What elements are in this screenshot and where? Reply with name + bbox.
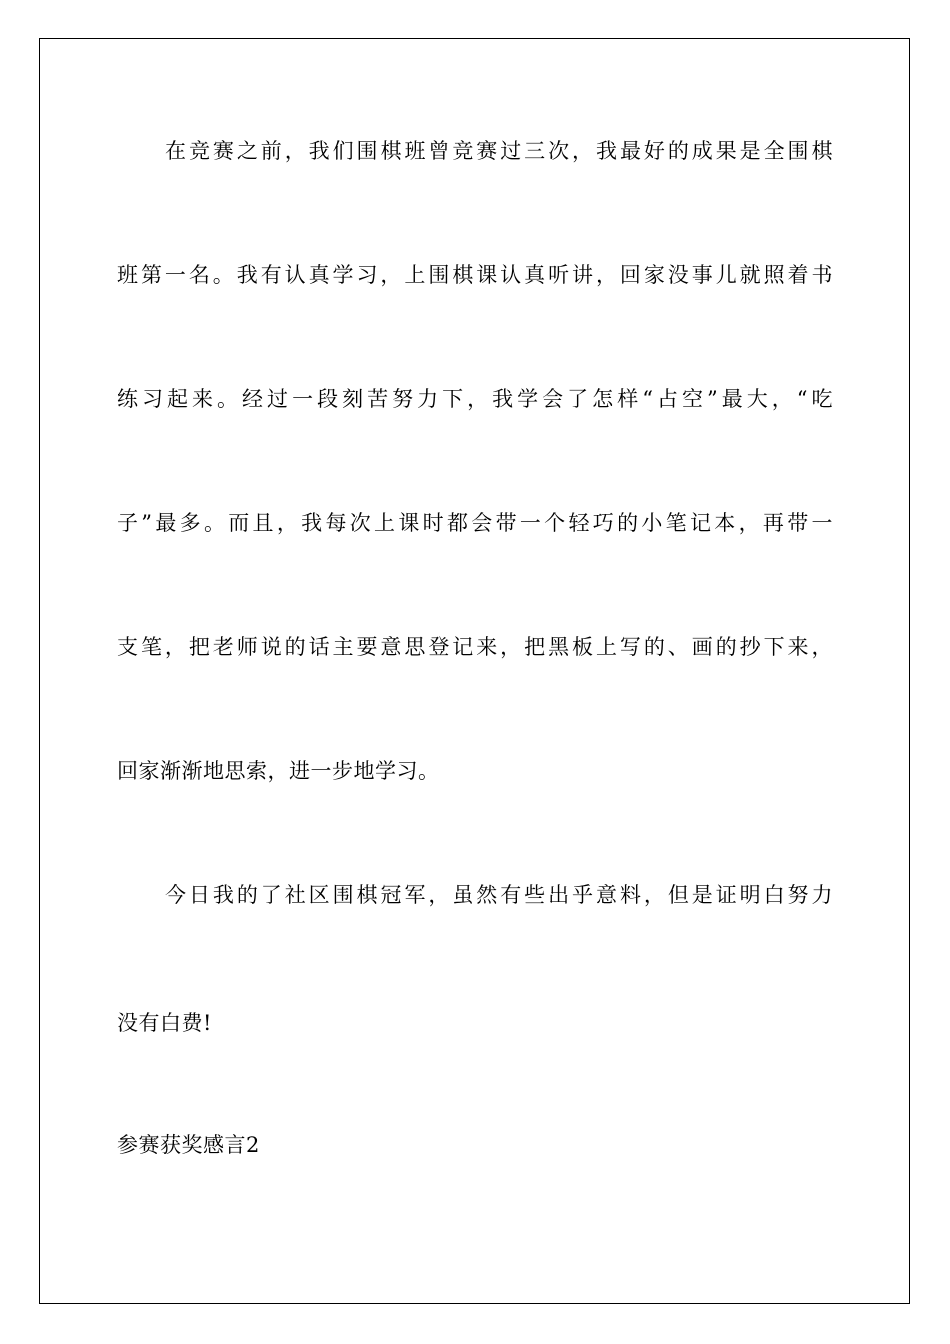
- page-frame: [39, 38, 910, 1304]
- paragraph-1-line-5: 支笔，把老师说的话主要意思登记来，把黑板上写的、画的抄下来，: [117, 635, 833, 659]
- paragraph-1-line-3: 练习起来。经过一段刻苦努力下，我学会了怎样“占空”最大，“吃: [117, 387, 833, 411]
- paragraph-1-line-4: 子”最多。而且，我每次上课时都会带一个轻巧的小笔记本，再带一: [117, 511, 833, 535]
- paragraph-2-line-2: 没有白费!: [117, 1011, 212, 1035]
- paragraph-1-line-1: 在竞赛之前，我们围棋班曾竞赛过三次，我最好的成果是全围棋: [165, 139, 833, 163]
- paragraph-1-line-6: 回家渐渐地思索，进一步地学习。: [117, 759, 440, 783]
- section-heading: 参赛获奖感言2: [117, 1133, 260, 1157]
- paragraph-2-line-1: 今日我的了社区围棋冠军，虽然有些出乎意料，但是证明白努力: [165, 883, 833, 907]
- paragraph-1-line-2: 班第一名。我有认真学习，上围棋课认真听讲，回家没事儿就照着书: [117, 263, 833, 287]
